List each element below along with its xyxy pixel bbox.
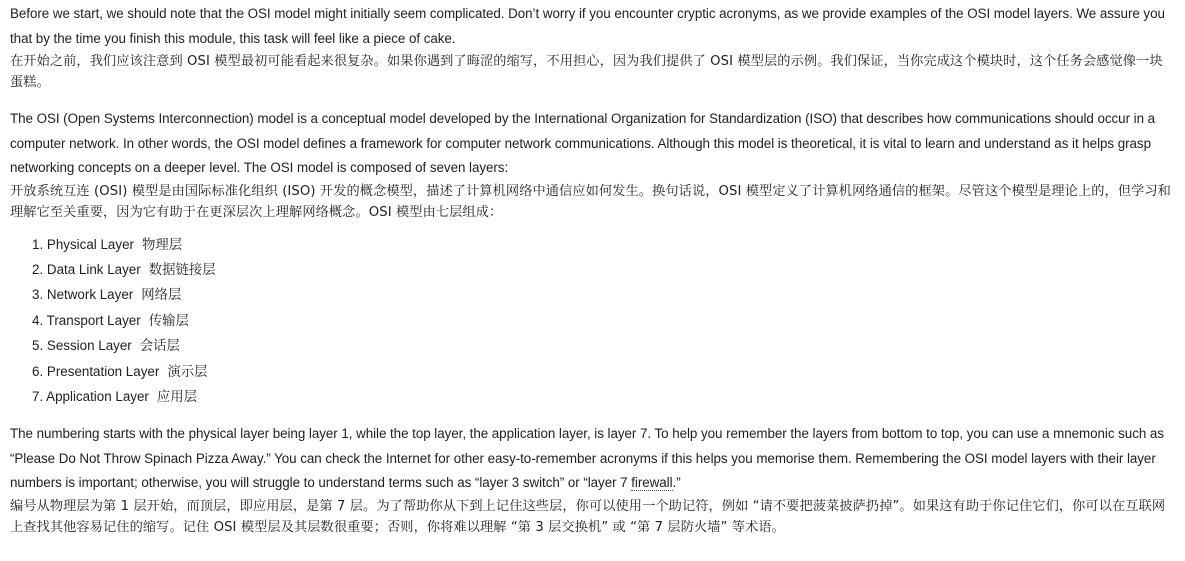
definition-paragraph-zh: 开放系统互连 (OSI) 模型是由国际标准化组织 (ISO) 开发的概念模型，描述了计算机网络中通信应如何发生。换句话说，OSI 模型定义了计算机网络通信的框架。尽管这个模型是理论上的，但学习和理解它至关重要，因为它有助于在更深层次上理解网络概念。OSI 模型由七层组成：: [10, 183, 1171, 220]
numbering-section: [10, 422, 1175, 538]
layer-name-zh: 演示层: [167, 364, 208, 380]
list-item: 7. Application Layer 应用层: [32, 388, 198, 405]
intro-paragraph-en: Before we start, we should note that the OSI model might initially seem complicated. Don’t worry if you encounter cryptic acronyms, as we provide examples of the OSI model layers. We assure you that by the time you finish this module, this task will feel like a piece of cake.: [10, 6, 1165, 46]
layer-name-en: Application Layer: [46, 388, 149, 404]
layer-name-zh: 网络层: [141, 288, 182, 304]
firewall-term-link[interactable]: firewall: [631, 475, 673, 491]
layer-name-en: Session Layer: [46, 338, 132, 354]
intro-paragraph-zh: 在开始之前，我们应该注意到 OSI 模型最初可能看起来很复杂。如果你遇到了晦涩的缩写，不用担心，因为我们提供了 OSI 模型层的示例。我们保证，当你完成这个模块时，这个任务会感觉像一块蛋糕。: [10, 54, 1163, 90]
list-item: 5. Session Layer 会话层: [32, 338, 180, 355]
numbering-paragraph-en: The numbering starts with the physical layer being layer 1, while the top layer, the application layer, is layer 7. To help you remember the layers from bottom to top, you can use a mnemonic such as “Please Do Not Throw Spinach Pizza Away.” You can check the Internet for other easy-to-remember acronyms if this helps you memorise them. Remembering the OSI model layers with their layer numbers is important; otherwise, you will struggle to understand terms such as “layer 3 switch” or “layer 7 firewall.”: [10, 426, 1164, 491]
layer-name-zh: 应用层: [156, 389, 198, 405]
definition-paragraph-en: The OSI (Open Systems Interconnection) model is a conceptual model developed by the International Organization for Standardization (ISO) that describes how communications should occur in a computer network. In other words, the OSI model defines a framework for computer network communications. Although this model is theoretical, it is vital to learn and understand as it helps grasp networking concepts on a deeper level. The OSI model is composed of seven layers:: [10, 111, 1156, 175]
osi-layer-list: [10, 233, 1175, 411]
list-item: 2. Data Link Layer 数据链接层: [32, 261, 216, 278]
list-item: 1. Physical Layer 物理层: [32, 236, 183, 253]
numbering-paragraph-zh: 编号从物理层为第 1 层开始，而顶层，即应用层，是第 7 层。为了帮助你从下到上记住这些层，你可以使用一个助记符，例如 “请不要把菠菜披萨扔掉”。如果这有助于你记住它们，你可以在互联网上查找其他容易记住的缩写。记住 OSI 模型层及其层数很重要；否则，你将难以理解 “第 3 层交换机” 或 “第 7 层防火墙” 等术语。: [10, 498, 1166, 535]
layer-name-zh: 会话层: [139, 339, 180, 355]
layer-name-en: Presentation Layer: [46, 363, 160, 379]
list-item: 3. Network Layer 网络层: [32, 287, 182, 304]
paragraph-gap: [10, 93, 1175, 107]
layer-name-zh: 物理层: [142, 237, 183, 253]
list-item: 4. Transport Layer 传输层: [32, 312, 189, 329]
layer-name-en: Data Link Layer: [46, 261, 141, 277]
layer-name-en: Transport Layer: [46, 312, 141, 328]
layer-name-zh: 数据链接层: [148, 262, 216, 278]
layer-name-zh: 传输层: [148, 313, 189, 329]
layer-name-en: Network Layer: [46, 287, 134, 303]
layer-name-en: Physical Layer: [46, 236, 134, 252]
list-item: 6. Presentation Layer 演示层: [32, 363, 208, 380]
